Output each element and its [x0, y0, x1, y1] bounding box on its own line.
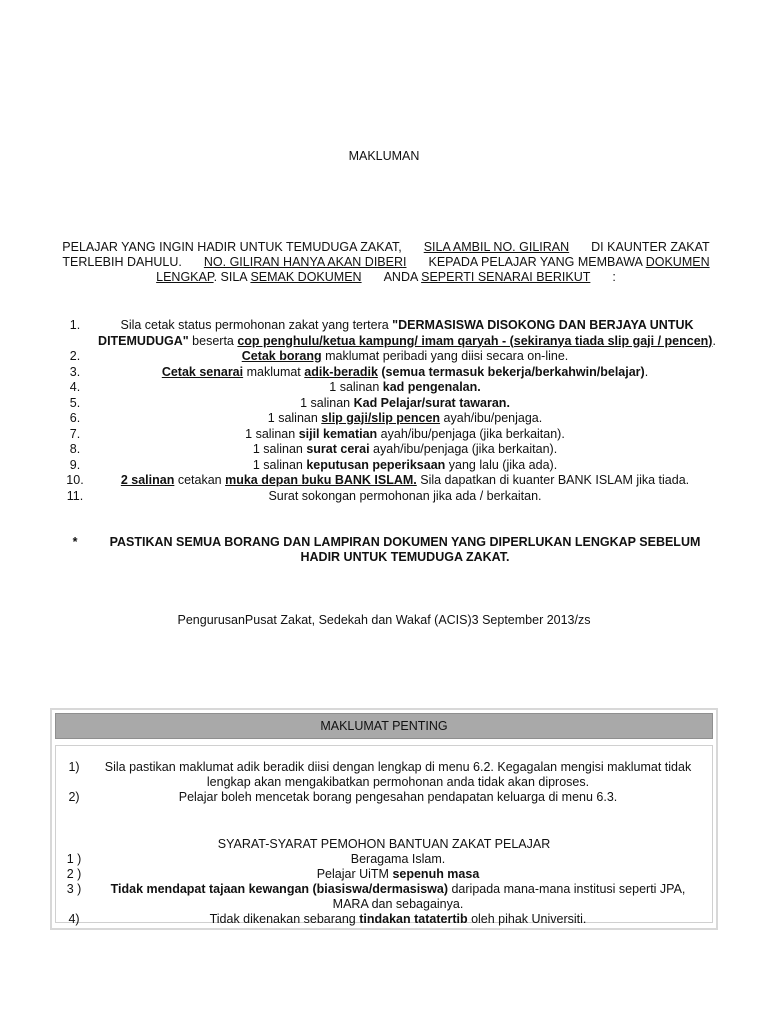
list-item — [56, 318, 716, 349]
list-text-part: ayah/ibu/penjaga (jika berkaitan). — [377, 426, 565, 441]
list-text — [94, 427, 716, 443]
list-number: 7. — [69, 426, 81, 441]
list-number: 5. — [69, 395, 81, 410]
intro-underline: NO. GILIRAN HANYA AKAN DIBERI — [203, 255, 407, 269]
condition-item — [56, 882, 712, 912]
note-text: PASTIKAN SEMUA BORANG DAN LAMPIRAN DOKUMEN YANG DIPERLUKAN LENGKAP SEBELUM HADIR UNTUK TEMUDUGA ZAKAT. — [109, 535, 701, 564]
list-text-part: 1 salinan — [300, 395, 354, 410]
panel-item-number: 2) — [68, 790, 80, 804]
intro-text: ANDA — [383, 270, 418, 284]
intro-text: PELAJAR YANG INGIN HADIR UNTUK TEMUDUGA ZAKAT, — [62, 240, 402, 254]
list-item — [56, 396, 716, 412]
panel-item-text: Pelajar boleh mencetak borang pengesahan pendapatan keluarga di menu 6.3. — [178, 790, 618, 804]
list-text — [94, 380, 716, 396]
list-text — [94, 489, 716, 505]
list-text-part: Sila dapatkan di kuanter BANK ISLAM jika tiada. — [416, 473, 690, 487]
list-text-part: maklumat — [243, 364, 305, 379]
important-note — [56, 535, 716, 565]
condition-text-bold: sepenuh masa — [392, 867, 480, 881]
intro-text: KEPADA PELAJAR YANG MEMBAWA — [428, 255, 643, 269]
condition-text-part: daripada mana-mana institusi seperti JPA, MARA dan sebagainya. — [332, 882, 686, 911]
list-text — [94, 349, 716, 365]
list-text — [94, 473, 716, 489]
list-text — [94, 318, 716, 349]
list-text-bold: Cetak senarai — [161, 364, 244, 379]
list-number: 1. — [69, 318, 81, 332]
list-text-part: 1 salinan — [252, 457, 307, 472]
list-text-part: . — [712, 333, 716, 348]
list-text-bold: muka depan buku BANK ISLAM. — [225, 473, 417, 487]
panel-item — [56, 760, 712, 790]
panel-body — [55, 745, 713, 926]
list-number: 10. — [66, 473, 84, 487]
intro-text: . SILA — [213, 270, 247, 284]
panel-heading: MAKLUMAT PENTING — [55, 713, 713, 739]
intro-text: DI KAUNTER ZAKAT TERLEBIH DAHULU. — [62, 240, 710, 269]
list-number: 8. — [69, 442, 81, 456]
list-item — [56, 458, 716, 474]
list-text-part: Surat sokongan permohonan jika ada / berkaitan. — [268, 488, 542, 503]
condition-number: 2 ) — [66, 867, 82, 881]
list-item — [56, 427, 716, 443]
condition-text — [92, 867, 712, 882]
list-text-bold: 2 salinan — [120, 473, 175, 487]
list-text-part: Sila cetak status permohonan zakat yang tertera — [120, 318, 393, 332]
list-text — [94, 458, 716, 474]
intro-underline: SILA AMBIL NO. GILIRAN — [423, 240, 570, 254]
list-item — [56, 442, 716, 458]
list-text — [94, 396, 716, 412]
list-item — [56, 349, 716, 365]
list-text-part: 1 salinan — [245, 426, 299, 441]
list-number: 6. — [69, 411, 81, 425]
condition-text-bold: tindakan tatatertib — [359, 912, 468, 926]
list-number: 11. — [66, 488, 84, 503]
intro-underline: DOKUMEN LENGKAP — [156, 255, 710, 284]
list-text-part: yang lalu (jika ada). — [445, 457, 558, 472]
list-text-part: cetakan — [174, 473, 226, 487]
list-text — [94, 365, 716, 381]
conditions-heading: SYARAT-SYARAT PEMOHON BANTUAN ZAKAT PELAJAR — [217, 837, 551, 851]
list-text-part: 1 salinan — [329, 380, 383, 394]
condition-item — [56, 867, 712, 882]
intro-underline: SEPERTI SENARAI BERIKUT — [421, 270, 591, 284]
intro-underline: SEMAK DOKUMEN — [250, 270, 362, 284]
condition-number: 3 ) — [66, 882, 82, 896]
list-text-bold: Cetak borang — [241, 349, 322, 363]
list-text-part: ayah/ibu/penjaga (jika berkaitan). — [369, 442, 558, 456]
list-item — [56, 489, 716, 505]
list-number: 2. — [69, 349, 81, 363]
list-text-bold: adik-beradik — [304, 364, 378, 379]
panel-item-number: 1) — [68, 760, 80, 774]
signature-line: PengurusanPusat Zakat, Sedekah dan Wakaf (ACIS)3 September 2013/zs — [177, 613, 591, 627]
list-text-part: 1 salinan — [267, 411, 322, 425]
condition-text — [92, 912, 712, 927]
list-text-part: . — [644, 364, 649, 379]
note-asterisk: * — [72, 535, 78, 549]
condition-text-part: Beragama Islam. — [350, 852, 446, 866]
condition-text-part: Tidak dikenakan sebarang — [209, 912, 360, 926]
list-text-part: ayah/ibu/penjaga. — [440, 411, 543, 425]
list-text-part: maklumat peribadi yang diisi secara on-line. — [321, 349, 569, 363]
list-text — [94, 442, 716, 458]
list-text-bold: surat cerai — [306, 442, 370, 456]
condition-text-bold: Tidak mendapat tajaan kewangan (biasiswa/dermasiswa) — [110, 882, 448, 896]
panel-item-text: Sila pastikan maklumat adik beradik diisi dengan lengkap di menu 6.2. Kegagalan mengisi maklumat tidak lengkap akan mengakibatkan permohonan anda tidak akan diproses. — [104, 760, 692, 789]
document-list — [56, 318, 716, 504]
list-text-bold: keputusan peperiksaan — [306, 457, 446, 472]
list-text-bold: kad pengenalan. — [382, 380, 481, 394]
condition-item — [56, 912, 712, 927]
intro-text: : — [612, 270, 616, 284]
list-text-bold: slip gaji/slip pencen — [321, 411, 441, 425]
list-item — [56, 411, 716, 427]
condition-number: 1 ) — [66, 852, 82, 866]
list-number: 3. — [69, 364, 81, 379]
condition-number: 4) — [68, 912, 80, 926]
page-title: MAKLUMAN — [348, 149, 420, 163]
condition-item — [56, 852, 712, 867]
list-number: 4. — [69, 380, 81, 394]
condition-text-part: Pelajar UiTM — [316, 867, 393, 881]
condition-text — [92, 852, 712, 867]
list-text-part: 1 salinan — [252, 442, 307, 456]
condition-text-part: oleh pihak Universiti. — [467, 912, 587, 926]
list-text-part: beserta — [188, 333, 238, 348]
list-number: 9. — [69, 457, 81, 472]
panel-item — [56, 790, 712, 805]
list-item — [56, 473, 716, 489]
list-text — [94, 411, 716, 427]
intro-paragraph — [56, 240, 716, 285]
list-text-bold: Kad Pelajar/surat tawaran. — [353, 395, 510, 410]
list-text-bold: sijil kematian — [298, 426, 378, 441]
info-panel — [50, 708, 718, 930]
condition-text — [92, 882, 712, 912]
list-text-bold: cop penghulu/ketua kampung/ imam qaryah - (sekiranya tiada slip gaji / pencen) — [237, 333, 713, 348]
list-item — [56, 380, 716, 396]
list-text-bold: (semua termasuk bekerja/berkahwin/belajar) — [377, 364, 645, 379]
list-item — [56, 365, 716, 381]
list-text-bold: "DERMASISWA DISOKONG DAN BERJAYA UNTUK DITEMUDUGA" — [98, 318, 694, 348]
